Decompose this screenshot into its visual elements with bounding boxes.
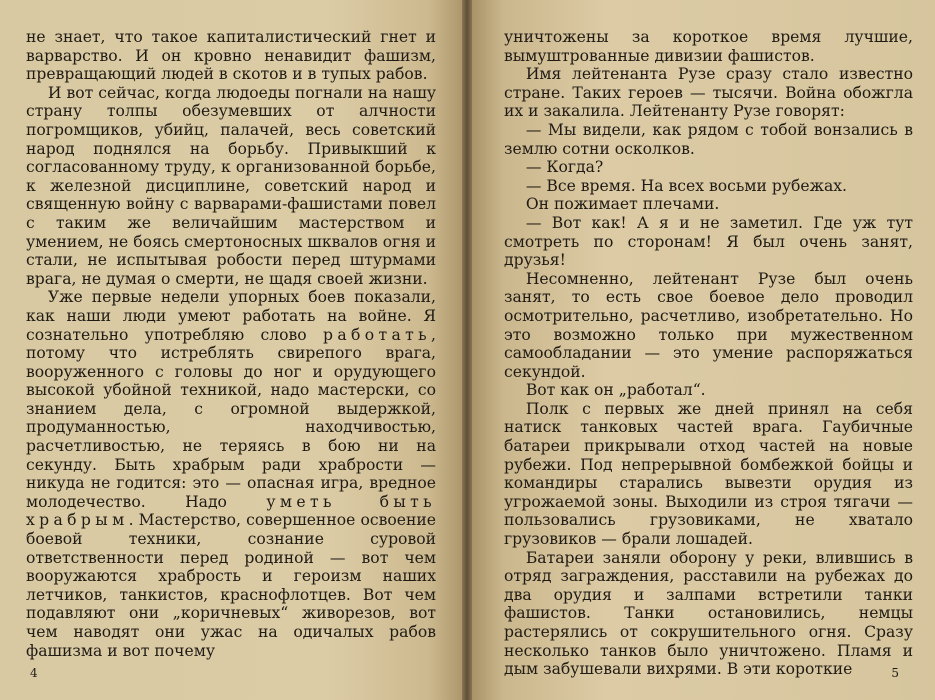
- paragraph: — Вот как! А я и не заметил. Где уж тут смотреть по сторонам! Я был очень занят, друзья!: [504, 213, 913, 270]
- page-number: 5: [891, 666, 899, 680]
- left-page-text: [26, 28, 436, 660]
- text-run: . Мастерство, совершенное освоение боевой техники, сознание суровой ответственности перед родиной — вот чем вооружаются храбрость и героизм наших летчиков, танкистов, краснофлотцев. Вот чем подавляют они „коричневых“ живорезов, вот чем наводят они ужас на одичалых рабов фашизма и вот почему: [26, 511, 436, 660]
- right-page: [466, 0, 935, 700]
- paragraph: Вот как он „работал“.: [525, 381, 706, 400]
- paragraph: И вот сейчас, когда людоеды погнали на нашу страну толпы обезумевших от алчности погромщиков, убийц, палачей, весь советский народ поднялся на борьбу. Привыкший к согласованному труду, к организованной борьбе, к железной дисциплине, советский народ и священную войну с варварами-фашистами повел с таким же величайшим мастерством и умением, не боясь смертоносных шквалов огня и стали, не испытывая робости перед штурмами врага, не думая о смерти, не щадя своей жизни.: [26, 83, 436, 288]
- paragraph: Батареи заняли оборону у реки, влившись в отряд заграждения, расставили на рубежах до два орудия и залпами встретили танки фашистов. Танки остановились, немцы растерялись от сокрушительного огня. Сразу несколько танков было уничтожено. Пламя и дым забушевали вихрями. В эти короткие: [504, 548, 913, 679]
- paragraph: — Все время. На всех восьми рубежах.: [525, 176, 848, 195]
- paragraph: Он пожимает плечами.: [525, 195, 720, 214]
- paragraph: Полк с первых же дней принял на себя натиск танковых частей врага. Гаубичные батареи прикрывали отход частей на новые рубежи. Под непрерывной бомбежкой бойцы и командиры старались вывезти орудия из угрожаемой зоны. Выходили из строя тягачи — пользовались грузовиками, не хватало грузовиков — брали лошадей.: [504, 399, 913, 549]
- paragraph: Имя лейтенанта Рузе сразу стало известно стране. Таких героев — тысячи. Война обожгла их и закалила. Лейтенанту Рузе говорят:: [504, 65, 913, 121]
- emphasized-phrase: уметь быть храбрым: [26, 492, 437, 530]
- text-run: Уже первые недели упорных боев показали, как наши люди умеют работать на войне. Я сознательно употребляю слово: [26, 288, 436, 344]
- paragraph: — Мы видели, как рядом с тобой вонзались в землю сотни осколков.: [504, 120, 913, 158]
- right-page-text: [504, 28, 913, 679]
- paragraph: уничтожены за короткое время лучшие, вымуштрованные дивизии фашистов.: [504, 28, 913, 65]
- paragraph: — Когда?: [525, 158, 604, 177]
- book-gutter: [462, 0, 472, 700]
- paragraph: не знает, что такое капиталистический гнет и варварство. И он кровно ненавидит фашизм, превращающий людей в скотов и в тупых рабов.: [26, 28, 436, 84]
- text-run: , потому что истреблять свирепого врага, вооруженного с головы до ног и орудующего высокой убойной техникой, надо мастерски, со знанием дела, с огромной выдержкой, продуманностью, находчивостью, расчетливостью, не теряясь в бою ни на секунду. Быть храбрым ради храбрости — никуда не годится: это — опасная игра, вредное молодечество. Надо: [26, 325, 436, 511]
- page-number: 4: [30, 666, 38, 680]
- paragraph: Несомненно, лейтенант Рузе был очень занят, то есть свое боевое дело проводил осмотрительно, расчетливо, изобретательно. Но это возможно только при мужественном самообладании — это умение распоряжаться секундой.: [504, 269, 913, 381]
- paragraph: [26, 288, 436, 660]
- left-page: [0, 0, 466, 700]
- emphasized-word: работать: [322, 325, 432, 344]
